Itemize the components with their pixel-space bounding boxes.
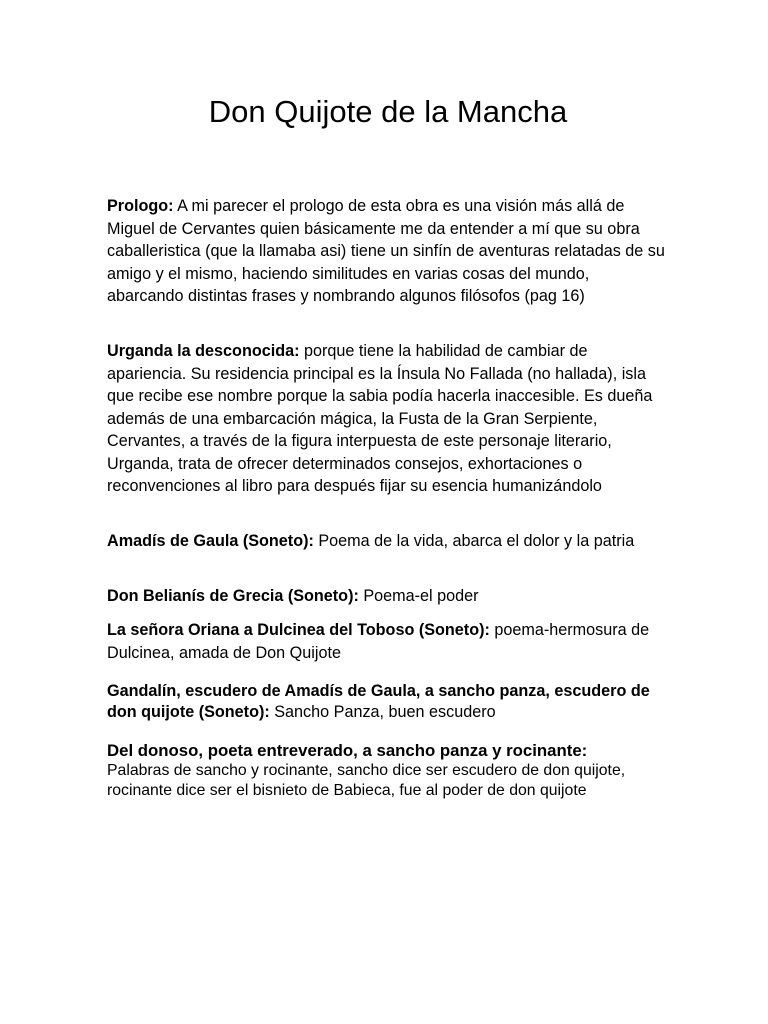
document-title: Don Quijote de la Mancha xyxy=(208,94,568,129)
text-donoso: Palabras de sancho y rocinante, sancho dice ser escudero de don quijote, rocinante dice ser el bisnieto de Babieca, fue al poder de don quijote xyxy=(107,762,626,799)
text-prologo: A mi parecer el prologo de esta obra es una visión más allá de Miguel de Cervantes quien básicamente me da entender a mí que su obra caballeristica (que la llamaba asi) tiene un sinfín de aventuras relatadas de su amigo y el mismo, haciendo similitudes en varias cosas del mundo, abarcando distintas frases y nombrando algunos filósofos (pag 16) xyxy=(107,197,665,305)
paragraph-belianis xyxy=(107,585,667,608)
text-oriana: poema-hermosura de Dulcinea, amada de Don Quijote xyxy=(107,621,650,662)
heading-oriana: La señora Oriana a Dulcinea del Toboso (Soneto): xyxy=(107,621,490,639)
paragraph-prologo xyxy=(107,195,667,308)
heading-donoso: Del donoso, poeta entreverado, a sancho panza y rocinante: xyxy=(107,741,588,760)
paragraph-urganda xyxy=(107,340,667,498)
paragraph-gandalin xyxy=(107,681,667,723)
paragraph-amadis xyxy=(107,530,667,553)
text-gandalin: Sancho Panza, buen escudero xyxy=(269,703,496,721)
paragraph-oriana xyxy=(107,619,667,664)
heading-prologo: Prologo: xyxy=(107,197,174,215)
text-belianis: Poema-el poder xyxy=(358,587,479,605)
heading-belianis: Don Belianís de Grecia (Soneto): xyxy=(107,587,359,605)
text-amadis: Poema de la vida, abarca el dolor y la patria xyxy=(313,532,635,550)
heading-amadis: Amadís de Gaula (Soneto): xyxy=(107,532,314,550)
paragraph-donoso xyxy=(107,741,667,800)
heading-urganda: Urganda la desconocida: xyxy=(107,342,300,360)
heading-gandalin: Gandalín, escudero de Amadís de Gaula, a sancho panza, escudero de don quijote (Soneto): xyxy=(107,682,650,721)
text-urganda: porque tiene la habilidad de cambiar de apariencia. Su residencia principal es la Ínsula No Fallada (no hallada), isla que recibe ese nombre porque la sabia podía hacerla inaccesible. Es dueña además de una embarcación mágica, la Fusta de la Gran Serpiente, Cervantes, a través de la figura interpuesta de este personaje literario, Urganda, trata de ofrecer determinados consejos, exhortaciones o reconvenciones al libro para después fijar su esencia humanizándolo xyxy=(107,342,653,495)
